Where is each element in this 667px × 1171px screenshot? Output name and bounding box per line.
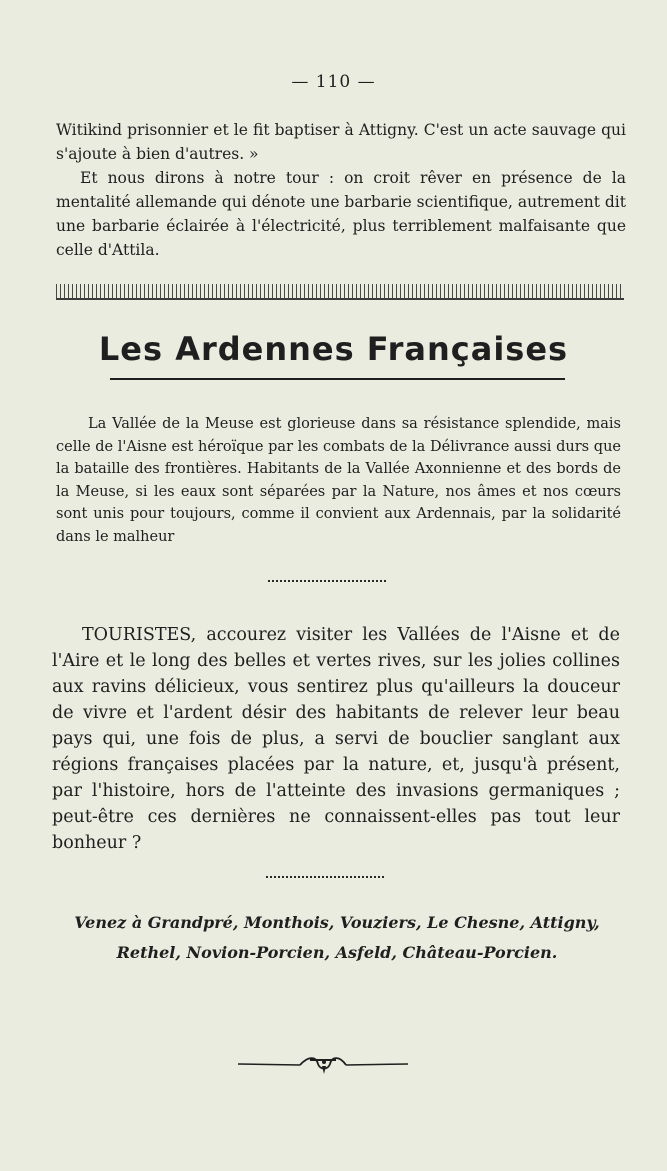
fleuron-ornament-icon bbox=[238, 1052, 408, 1078]
section-heading: Les Ardennes Françaises bbox=[98, 330, 569, 368]
intro-text bbox=[56, 118, 626, 262]
page-number: — 110 — bbox=[291, 72, 376, 92]
closing-line-1: Venez à Grandpré, Monthois, Vouziers, Le Chesne, Attigny, bbox=[74, 913, 600, 932]
meuse-paragraph: La Vallée de la Meuse est glorieuse dans sa résistance splendide, mais celle de l'Aisne est héroïque par les combats de la Délivrance aussi durs que la bataille des frontières. Habitants de la Vallée Axonnienne et des bords de la Meuse, si les eaux sont séparées par la Nature, nos âmes et nos cœurs sont unis pour toujours, comme il convient aux Ardennais, par la solidarité dans le malheur bbox=[56, 416, 621, 545]
intro-paragraph-1: Witikind prisonnier et le fit baptiser à Attigny. C'est un acte sauvage qui s'ajoute à bien d'autres. » bbox=[56, 121, 626, 163]
touristes-section bbox=[52, 622, 620, 856]
closing-towns bbox=[52, 908, 622, 968]
heading-underline bbox=[110, 378, 565, 380]
intro-paragraph-2: Et nous dirons à notre tour : on croit rêver en présence de la mentalité allemande qui dénote une barbarie scientifique, autrement dit une barbarie éclairée à l'électricité, plus terriblement malfaisante que celle d'Attila. bbox=[56, 169, 626, 259]
meuse-section bbox=[56, 413, 621, 548]
touristes-paragraph: TOURISTES, accourez visiter les Vallées de l'Aisne et de l'Aire et le long des belles et vertes rives, sur les jolies collines aux ravins délicieux, vous sentirez plus qu'ailleurs la douceur de vivre et l'ardent désir des habitants de relever leur beau pays qui, une fois de plus, a servi de bouclier sanglant aux régions françaises placées par la nature, et, jusqu'à présent, par l'histoire, hors de l'atteinte des invasions germaniques ; peut-être ces dernières ne connaissent-elles pas tout leur bonheur ? bbox=[52, 625, 620, 853]
dotted-separator-2 bbox=[266, 876, 384, 878]
dotted-separator-1 bbox=[268, 580, 386, 582]
closing-line-2: Rethel, Novion-Porcien, Asfeld, Château-Porcien. bbox=[116, 943, 558, 962]
ornamental-rule bbox=[56, 284, 624, 300]
